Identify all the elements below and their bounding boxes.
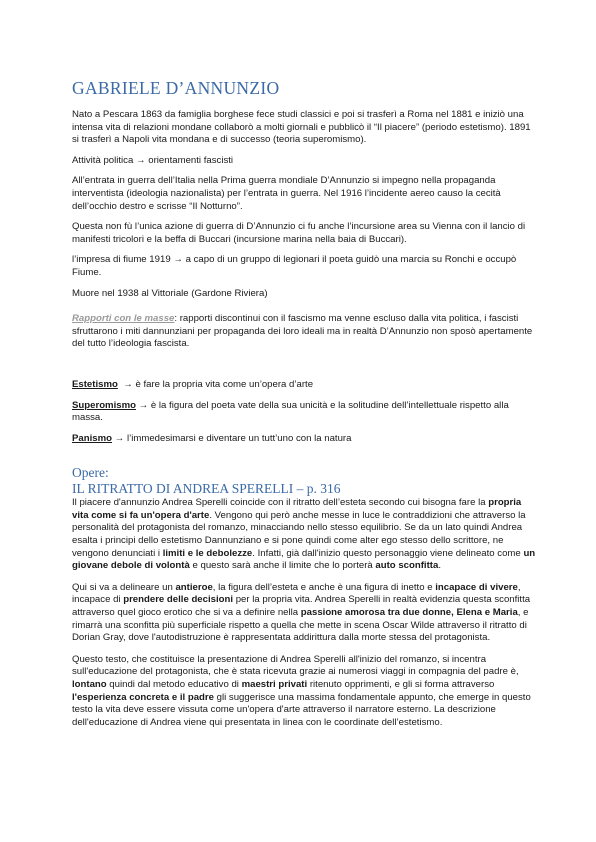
arrow-right-icon: → [138,399,149,411]
text-run: e questo sarà anche il limite che lo porterà [189,560,376,572]
bold-run: passione amorosa tra due donne, Elena e Maria [300,607,518,619]
text-run: , e rimarrà una sconfitta più superficiale rispetto a quella che mette in scena Oscar Wilde attraverso il ritratto di Dorian Gray, dove l'autodistruzione è rappresentata addirittura dalla morte stessa del protagonista. [72,607,529,644]
page-title: GABRIELE D’ANNUNZIO [72,78,280,98]
bold-run: maestri privati [241,679,308,690]
text-run: . Vengono qui però anche messe in luce le contraddizioni che attraverso la personalità del protagonista del romanzo, minacciando nello stesso equilibrio. Se da un lato quindi Andrea esalta i principi dello estetismo Dannunziano e si pone quindi come alter ego stesso dello scrittore, ne vengono denunciati i [72,509,526,559]
arrow-right-icon: → [136,154,146,166]
rapporti-label: Rapporti con le masse [72,313,175,325]
war-paragraph: All’entrata in guerra dell’Italia nella Prima guerra mondiale D’Annunzio si impegno nella propaganda interventista (ideologia nazionalista) per l’entrata in guerra. Nel 1916 l’incidente aereo causo la cecità dell’occhio destro e scrisse “Il Notturno”. [72,175,501,212]
text-run: gli suggerisce una massima fondamentale appunto, che emerge in questo testo la vita deve essere vissuta come un'opera d'arte attraverso il narratore esterno. La descrizione dell'educazione di Andrea viene qui presentata in linea con le coordinate dell’estetismo. [72,691,531,728]
term-definition: è fare la propria vita come un’opera d’arte [135,378,314,390]
fiume-label: l’impresa di fiume 1919 [72,254,171,266]
death-paragraph: Muore nel 1938 al Vittoriale (Gardone Riviera) [72,287,268,299]
text-run: quindi dal metodo educativo di [106,679,242,690]
bold-run: propria vita come si fa un'opera d'arte [72,497,522,521]
text-run: ritenuto opprimenti, e gli si forma attraverso [307,679,495,690]
bold-run: un giovane debole di volontà [72,547,536,572]
bold-run: auto sconfitta [375,560,439,572]
term-label: Panismo [72,432,112,444]
text-run: , la figura dell’esteta e anche è una figura di inetto e [212,581,436,593]
bold-run: incapace di vivere [435,581,518,593]
term-definition: l’immedesimarsi e diventare un tutt’uno con la natura [126,432,352,444]
term-definition: è la figura del poeta vate della sua unicità e la solitudine dell’intellettuale rispetto alla massa. [72,399,509,424]
opere-heading: Opere: [72,465,109,481]
opere-section [72,465,536,729]
term-label: Superomismo [72,399,136,411]
politics-label: Attività politica [72,154,134,166]
opere-paragraph-2 [72,582,536,645]
war-actions-paragraph: Questa non fù l’unica azione di guerra di D’Annunzio ci fu anche l’incursione area su Vienna con il lancio di manifesti tricolori e la beffa di Buccari (incursione marina nella baia di Buccari). [72,221,526,245]
bold-run: prendere delle decisioni [123,594,234,606]
term-row-estetismo [72,379,536,392]
text-run: Il piacere d'annunzio Andrea Sperelli coincide con il ritratto dell’esteta secondo cui bisogna fare la [72,497,489,509]
opere-paragraph-3 [72,654,536,730]
text-run: . Infatti, già dall'inizio questo personaggio viene delineato come [252,547,524,559]
arrow-right-icon: → [114,432,125,444]
bold-run: limiti e le debolezze [162,547,253,559]
politics-line [72,155,536,168]
fiume-paragraph [72,254,536,279]
bold-run: lontano [72,679,107,690]
term-row-panismo [72,433,536,446]
text-run: , incapace di [72,581,521,606]
bio-paragraph: Nato a Pescara 1863 da famiglia borghese fece studi classici e poi si trasferì a Roma nel 1881 e iniziò una intensa vita di relazioni mondane collaborò a molti giornali e pubblicò il “Il piacere” (periodo estetismo). 1891 si trasferì a Napoli vita mondana e di successo (teoria superomismo). [72,109,531,146]
text-run: Questo testo, che costituisce la presentazione di Andrea Sperelli all'inizio del romanzo, si incentra sull'educazione del protagonista, che è stata ricevuta grazie ai numerosi viaggi in compagnia del padre è, [72,653,519,678]
opere-subheading: IL RITRATTO DI ANDREA SPERELLI – p. 316 [72,481,341,497]
text-run: Qui si va a delineare un [72,581,176,593]
arrow-right-icon: → [123,378,133,390]
fiume-text: a capo di un gruppo di legionari il poeta guidò una marcia su Ronchi e occupò Fiume. [72,254,517,278]
opere-paragraph-1 [72,497,536,573]
term-label: Estetismo [72,378,118,390]
arrow-right-icon: → [173,254,183,266]
politics-value: orientamenti fascisti [148,154,234,166]
text-run: . [438,560,441,572]
text-run: per la propria vita. Andrea Sperelli in realtà evidenzia questa sconfitta attraverso quel gioco erotico che si va a definire nella [72,594,531,619]
rapporti-paragraph [72,313,536,351]
term-row-superomismo [72,400,536,425]
bold-run: l'esperienza concreta e il padre [72,691,214,703]
bold-run: antieroe [175,581,213,593]
rapporti-text: : rapporti discontinui con il fascismo ma venne escluso dalla vita politica, i fascisti sfruttarono i miti dannunziani per propaganda dei loro ideali ma in realtà D’Annunzio non sposò apertamente del tutto l’ideologia fascista. [72,313,533,350]
